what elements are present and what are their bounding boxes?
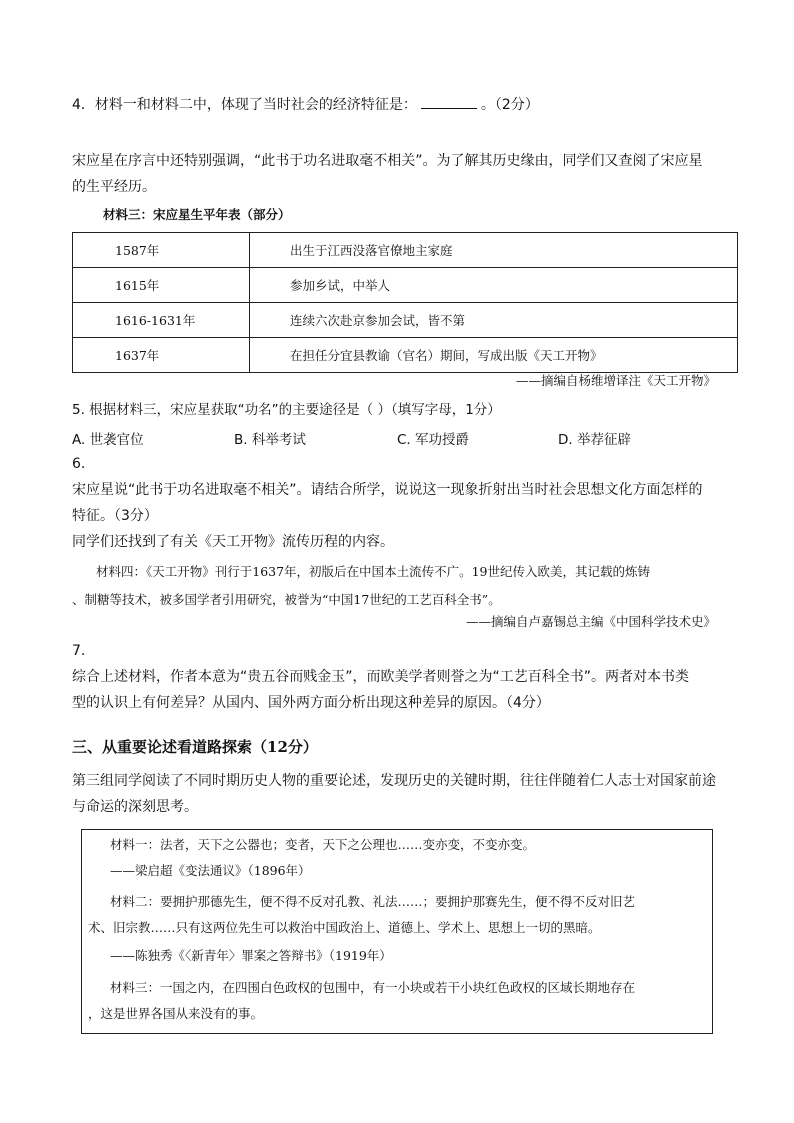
material-3-source: ——摘编自杨维增译注《天工开物》 <box>515 373 716 388</box>
material-4-line-2: 、制糖等技术，被多国学者引用研究，被誉为“中国17世纪的工艺百科全书”。 <box>72 592 501 607</box>
year-cell: 1637年 <box>73 338 250 373</box>
event-cell: 在担任分宜县教谕（官名）期间，写成出版《天工开物》 <box>250 338 738 373</box>
section-3-line-2: 与命运的深刻思考。 <box>72 799 198 815</box>
section-3-intro <box>72 768 722 820</box>
table-row <box>73 338 738 373</box>
option-a[interactable]: A. 世袭官位 <box>72 432 144 448</box>
option-b[interactable]: B. 科举考试 <box>234 432 306 448</box>
event-cell: 连续六次赴京参加会试，皆不第 <box>250 303 738 338</box>
question-6-line-1: 宋应星说“此书于功名进取毫不相关”。请结合所学，说说这一现象折射出当时社会思想文化方面怎样的 <box>72 482 703 498</box>
box-material-1-source: ——梁启超《变法通议》（1896年） <box>110 863 311 878</box>
option-d[interactable]: D. 举荐征辟 <box>558 432 631 448</box>
question-6-line-2: 特征。（3分） <box>72 508 158 524</box>
intro-paragraph-1 <box>72 148 722 200</box>
question-4-score: 。（2分） <box>480 97 539 113</box>
section-3-line-1: 第三组同学阅读了不同时期历史人物的重要论述，发现历史的关键时期，往往伴随着仁人志士对国家前途 <box>72 773 716 789</box>
box-material-2-source: ——陈独秀《〈新青年〉罪案之答辩书》（1919年） <box>110 948 392 963</box>
box-material-3-line-1: 材料三：一国之内，在四围白色政权的包围中，有一小块或若干小块红色政权的区域长期地存在 <box>110 980 636 995</box>
materials-box <box>81 829 713 1034</box>
question-7 <box>72 638 722 716</box>
box-material-2-line-1: 材料二：要拥护那德先生，便不得不反对孔教、礼法……；要拥护那赛先生，便不得不反对旧艺 <box>110 894 636 909</box>
question-5-stem: 5. 根据材料三，宋应星获取“功名”的主要途径是（ ）（填写字母，1分） <box>72 402 501 418</box>
question-6-number: 6. <box>72 456 86 472</box>
year-cell: 1616-1631年 <box>73 303 250 338</box>
answer-blank[interactable] <box>421 94 477 109</box>
section-3-heading: 三、从重要论述看道路探索（12分） <box>72 738 318 756</box>
year-cell: 1587年 <box>73 233 250 268</box>
table-row <box>73 303 738 338</box>
box-material-3-line-2: ，这是世界各国从来没有的事。 <box>88 1006 264 1021</box>
intro-paragraph-2: 同学们还找到了有关《天工开物》流传历程的内容。 <box>72 534 394 550</box>
intro-1-line-2: 的生平经历。 <box>72 179 156 195</box>
material-3-title: 材料三：宋应星生平年表（部分） <box>103 207 291 222</box>
question-7-line-2: 型的认识上有何差异？从国内、国外两方面分析出现这种差异的原因。（4分） <box>72 695 550 711</box>
option-c[interactable]: C. 军功授爵 <box>397 432 470 448</box>
box-material-1: 材料一：法者，天下之公器也；变者，天下之公理也……变亦变，不变亦变。 <box>110 837 536 852</box>
year-cell: 1615年 <box>73 268 250 303</box>
question-4-text: 4．材料一和材料二中，体现了当时社会的经济特征是： <box>72 97 417 113</box>
event-cell: 出生于江西没落官僚地主家庭 <box>250 233 738 268</box>
material-4 <box>72 558 726 614</box>
box-material-2-line-2: 术、旧宗教……只有这两位先生可以救治中国政治上、道德上、学术上、思想上一切的黑暗。 <box>88 920 601 935</box>
material-4-source: ——摘编自卢嘉锡总主编《中国科学技术史》 <box>465 614 716 629</box>
material-4-line-1: 材料四：《天工开物》刊行于1637年，初版后在中国本土流传不广。19世纪传入欧美，其记载的炼铸 <box>96 564 650 579</box>
timeline-table <box>72 232 738 373</box>
event-cell: 参加乡试，中举人 <box>250 268 738 303</box>
question-4 <box>72 92 722 118</box>
table-row <box>73 268 738 303</box>
table-row <box>73 233 738 268</box>
question-7-number: 7. <box>72 643 86 659</box>
question-7-line-1: 综合上述材料，作者本意为“贵五谷而贱金玉”，而欧美学者则誉之为“工艺百科全书”。两者对本书类 <box>72 669 690 685</box>
question-6 <box>72 451 722 529</box>
intro-1-line-1: 宋应星在序言中还特别强调，“此书于功名进取毫不相关”。为了解其历史缘由，同学们又查阅了宋应星 <box>72 153 703 169</box>
